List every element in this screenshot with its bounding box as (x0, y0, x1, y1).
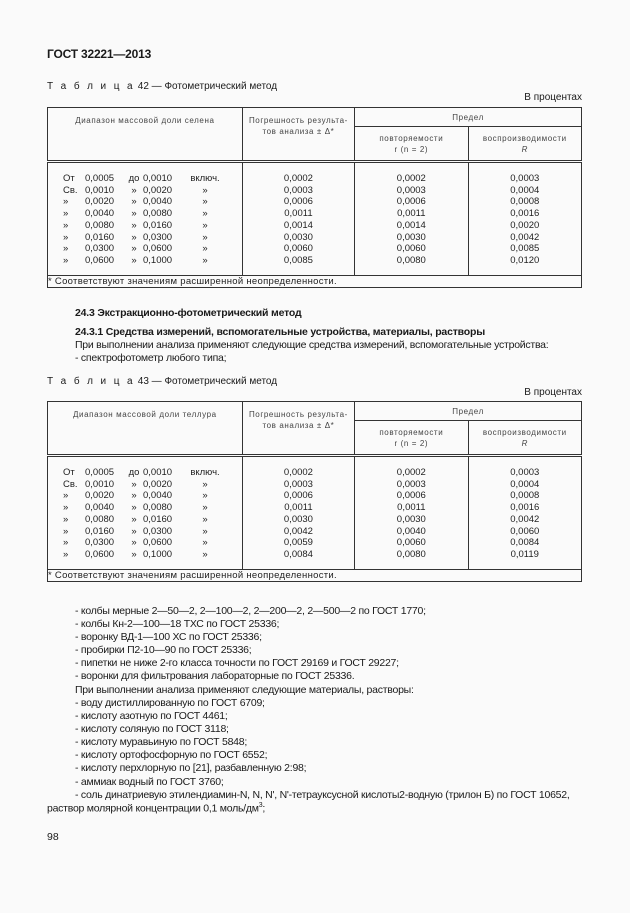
section-first-item: - спектрофотометр любого типа; (75, 352, 227, 364)
table-cell-R: 0,0008 (510, 196, 540, 208)
table-cell-R: 0,0016 (510, 208, 540, 220)
table-row-range: » 0,0600 » 0,1000 » (63, 254, 208, 266)
list-item: - соль динатриевую этилендиамин-N, N, N', N'-тетрауксусной кислоты2-водную (трилон Б) по ГОСТ 10652, (75, 788, 570, 801)
list-item: - воду дистиллированную по ГОСТ 6709; (75, 697, 265, 709)
table-caption-prefix: Т а б л и ц а (47, 376, 135, 387)
header-repeatability: повторяемости r (n = 2) (355, 127, 468, 162)
error-column (242, 162, 354, 276)
page-number: 98 (47, 831, 59, 843)
list-item: - аммиак водный по ГОСТ 3760; (75, 775, 224, 788)
table-cell-R: 0,0085 (510, 243, 540, 255)
table-cell-r: 0,0030 (396, 231, 426, 243)
table-cell-r: 0,0006 (396, 490, 426, 502)
subsection-heading: 24.3.1 Средства измерений, вспомогательные устройства, материалы, растворы (75, 326, 485, 338)
table-row-range: От 0,0005 до 0,0010 включ. (63, 173, 220, 184)
list-item: - кислоту муравьиную по ГОСТ 5848; (75, 736, 248, 749)
table-cell-r: 0,0080 (396, 254, 426, 266)
table-43-units: В процентах (524, 387, 582, 398)
table-cell-error: 0,0014 (283, 219, 313, 231)
table-cell-R: 0,0020 (510, 219, 540, 231)
list-item: - пробирки П2-10—90 по ГОСТ 25336; (75, 644, 252, 657)
document-code: ГОСТ 32221—2013 (47, 47, 152, 61)
table-caption-title: 43 — Фотометрический метод (137, 376, 278, 387)
list-item: - кислоту азотную по ГОСТ 4461; (75, 710, 228, 723)
repeatability-column (355, 456, 468, 570)
table-cell-error: 0,0003 (283, 478, 313, 490)
header-error: Погрешность результа-тов анализа ± Δ* (242, 402, 354, 456)
materials-intro: При выполнении анализа применяют следующие материалы, растворы: (75, 684, 414, 696)
table-cell-error: 0,0085 (283, 254, 313, 266)
table-row-range: » 0,0300 » 0,0600 » (63, 537, 208, 549)
table-caption-prefix: Т а б л и ц а (47, 81, 135, 92)
table-42 (47, 107, 582, 288)
table-row-range: » 0,0040 » 0,0080 » (63, 208, 208, 220)
table-cell-r: 0,0060 (396, 243, 426, 255)
header-range: Диапазон массовой доли теллура (48, 402, 243, 456)
header-reproducibility: воспроизводимости R (468, 421, 581, 456)
table-cell-error: 0,0060 (283, 243, 313, 255)
table-cell-error: 0,0084 (283, 548, 313, 560)
table-cell-r: 0,0014 (396, 219, 426, 231)
table-cell-R: 0,0004 (510, 184, 540, 196)
table-cell-R: 0,0016 (510, 502, 540, 514)
header-reproducibility: воспроизводимости R (468, 127, 581, 162)
table-row-range: От 0,0005 до 0,0010 включ. (63, 467, 220, 478)
range-column (48, 456, 243, 570)
list-item: - кислоту соляную по ГОСТ 3118; (75, 723, 229, 736)
repeatability-column (355, 162, 468, 276)
table-row-range: Св. 0,0010 » 0,0020 » (63, 184, 208, 196)
header-range: Диапазон массовой доли селена (48, 108, 243, 162)
header-limit: Предел (355, 402, 582, 421)
list-item: - воронку ВД-1—100 ХС по ГОСТ 25336; (75, 631, 262, 644)
table-cell-r: 0,0003 (396, 478, 426, 490)
table-cell-R: 0,0120 (510, 254, 540, 266)
table-caption-title: 42 — Фотометрический метод (137, 81, 278, 92)
equipment-list (75, 605, 426, 684)
table-cell-r: 0,0060 (396, 537, 426, 549)
error-column (242, 456, 354, 570)
table-row-range: Св. 0,0010 » 0,0020 » (63, 478, 208, 490)
table-42-units: В процентах (524, 92, 582, 103)
table-cell-error: 0,0006 (283, 490, 313, 502)
table-cell-r: 0,0011 (397, 208, 426, 220)
table-row-range: » 0,0020 » 0,0040 » (63, 196, 208, 208)
table-cell-r: 0,0030 (396, 513, 426, 525)
list-item: - воронки для фильтрования лабораторные по ГОСТ 25336. (75, 670, 355, 683)
list-item: - кислоту перхлорную по [21], разбавленную 2:98; (75, 762, 307, 775)
header-limit: Предел (355, 108, 582, 127)
table-cell-r: 0,0006 (396, 196, 426, 208)
table-row-range: » 0,0160 » 0,0300 » (63, 231, 208, 243)
table-row-range: » 0,0300 » 0,0600 » (63, 243, 208, 255)
table-cell-error: 0,0003 (283, 184, 313, 196)
table-cell-R: 0,0084 (510, 537, 540, 549)
table-cell-R: 0,0003 (510, 173, 540, 184)
reproducibility-column (468, 456, 581, 570)
list-item: - колбы мерные 2—50—2, 2—100—2, 2—200—2, 2—500—2 по ГОСТ 1770; (75, 605, 426, 617)
table-cell-error: 0,0042 (283, 525, 313, 537)
materials-list (75, 697, 570, 802)
table-cell-r: 0,0011 (397, 502, 426, 514)
range-column (48, 162, 243, 276)
table-cell-r: 0,0040 (396, 525, 426, 537)
table-row-range: » 0,0080 » 0,0160 » (63, 219, 208, 231)
table-42-caption (47, 81, 277, 92)
table-row-range: » 0,0040 » 0,0080 » (63, 502, 208, 514)
table-43 (47, 401, 582, 582)
table-cell-error: 0,0030 (283, 513, 313, 525)
table-cell-R: 0,0119 (510, 548, 539, 560)
table-cell-error: 0,0006 (283, 196, 313, 208)
reproducibility-column (468, 162, 581, 276)
table-cell-r: 0,0002 (396, 173, 426, 184)
table-43-caption (47, 376, 277, 387)
table-cell-error: 0,0011 (284, 208, 313, 220)
table-cell-error: 0,0002 (283, 173, 313, 184)
table-cell-error: 0,0030 (283, 231, 313, 243)
table-cell-error: 0,0002 (283, 467, 313, 478)
materials-wrap-line: раствор молярной концентрации 0,1 моль/$дм^3$; (47, 802, 266, 815)
table-cell-r: 0,0003 (396, 184, 426, 196)
list-item: - колбы Кн-2—100—18 ТХС по ГОСТ 25336; (75, 618, 280, 631)
table-cell-R: 0,0060 (510, 525, 540, 537)
table-cell-r: 0,0080 (396, 548, 426, 560)
table-row-range: » 0,0600 » 0,1000 » (63, 548, 208, 560)
header-error: Погрешность результа-тов анализа ± Δ* (242, 108, 354, 162)
table-row-range: » 0,0160 » 0,0300 » (63, 525, 208, 537)
section-intro: При выполнении анализа применяют следующие средства измерений, вспомогательные устройства: (75, 339, 549, 351)
table-row-range: » 0,0080 » 0,0160 » (63, 513, 208, 525)
table-cell-r: 0,0002 (396, 467, 426, 478)
section-heading: 24.3 Экстракционно-фотометрический метод (75, 307, 302, 319)
header-repeatability: повторяемости r (n = 2) (355, 421, 468, 456)
table-cell-R: 0,0008 (510, 490, 540, 502)
table-cell-R: 0,0042 (510, 513, 540, 525)
table-footnote: * Соответствуют значениям расширенной неопределенности. (48, 275, 582, 287)
table-cell-R: 0,0042 (510, 231, 540, 243)
table-cell-R: 0,0004 (510, 478, 540, 490)
table-cell-error: 0,0011 (284, 502, 313, 514)
table-footnote: * Соответствуют значениям расширенной неопределенности. (48, 569, 582, 581)
list-item: - пипетки не ниже 2-го класса точности по ГОСТ 29169 и ГОСТ 29227; (75, 657, 399, 670)
table-row-range: » 0,0020 » 0,0040 » (63, 490, 208, 502)
list-item: - кислоту ортофосфорную по ГОСТ 6552; (75, 749, 268, 762)
table-cell-error: 0,0059 (283, 537, 313, 549)
table-cell-R: 0,0003 (510, 467, 540, 478)
